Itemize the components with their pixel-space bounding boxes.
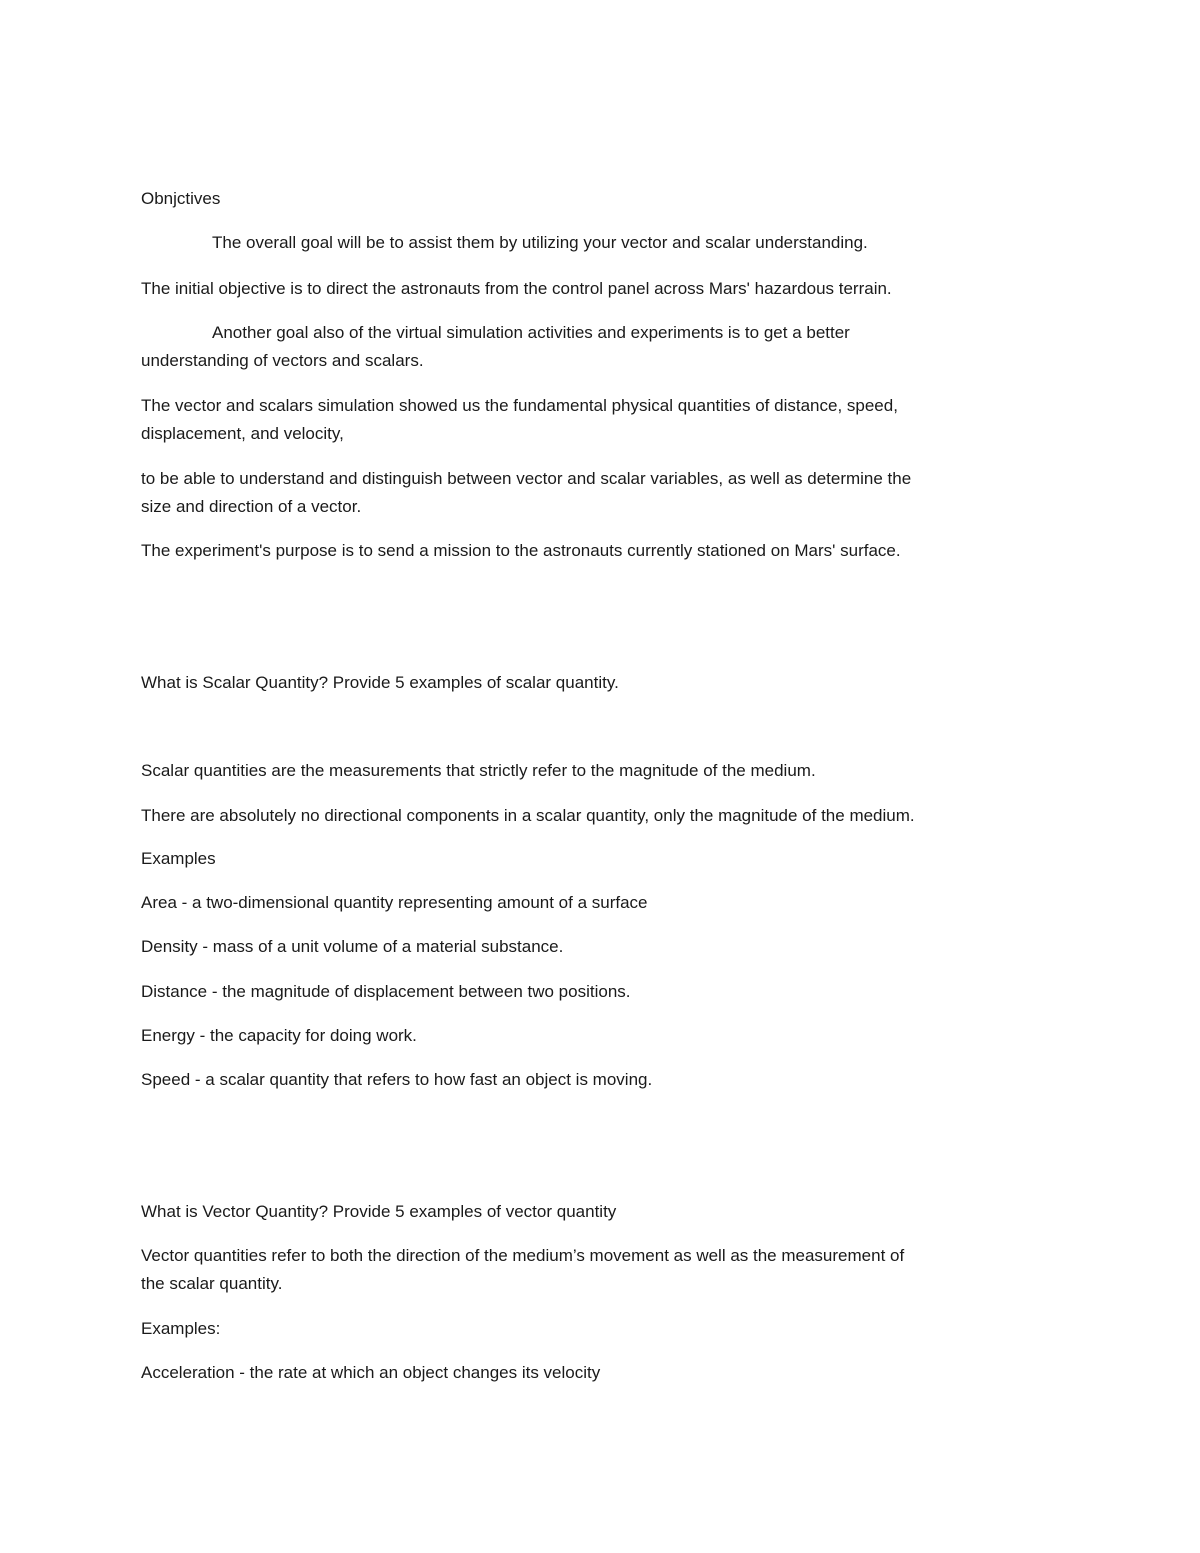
objective-paragraph: The experiment's purpose is to send a mission to the astronauts currently stationed on Mars' surface. [141,541,901,560]
objective-paragraph-line: displacement, and velocity, [141,424,344,443]
objective-paragraph: The overall goal will be to assist them by utilizing your vector and scalar understanding. [212,233,868,252]
scalar-definition: Scalar quantities are the measurements that strictly refer to the magnitude of the medium. [141,761,816,780]
scalar-example-item: Speed - a scalar quantity that refers to how fast an object is moving. [141,1070,653,1089]
scalar-example-item: Area - a two-dimensional quantity representing amount of a surface [141,893,648,912]
scalar-example-item: Energy - the capacity for doing work. [141,1026,417,1045]
objective-paragraph-line: understanding of vectors and scalars. [141,351,424,370]
objective-paragraph: The initial objective is to direct the astronauts from the control panel across Mars' hazardous terrain. [141,279,892,298]
scalar-example-item: Density - mass of a unit volume of a material substance. [141,937,564,956]
objectives-heading: Obnjctives [141,189,221,208]
objective-paragraph-line: The vector and scalars simulation showed us the fundamental physical quantities of distance, speed, [141,396,898,415]
scalar-examples-label: Examples [141,849,216,868]
objective-paragraph-line: Another goal also of the virtual simulation activities and experiments is to get a better [212,323,850,342]
vector-definition-line: Vector quantities refer to both the direction of the medium’s movement as well as the measurement of [141,1246,905,1265]
vector-question: What is Vector Quantity? Provide 5 examples of vector quantity [141,1202,617,1221]
objective-paragraph-line: size and direction of a vector. [141,497,362,516]
scalar-example-item: Distance - the magnitude of displacement between two positions. [141,982,631,1001]
vector-examples-label: Examples: [141,1319,221,1338]
scalar-definition: There are absolutely no directional components in a scalar quantity, only the magnitude of the medium. [141,806,915,825]
objective-paragraph-line: to be able to understand and distinguish between vector and scalar variables, as well as determine the [141,469,912,488]
vector-definition-line: the scalar quantity. [141,1274,283,1293]
scalar-question: What is Scalar Quantity? Provide 5 examples of scalar quantity. [141,673,619,692]
vector-example-item: Acceleration - the rate at which an object changes its velocity [141,1363,601,1382]
